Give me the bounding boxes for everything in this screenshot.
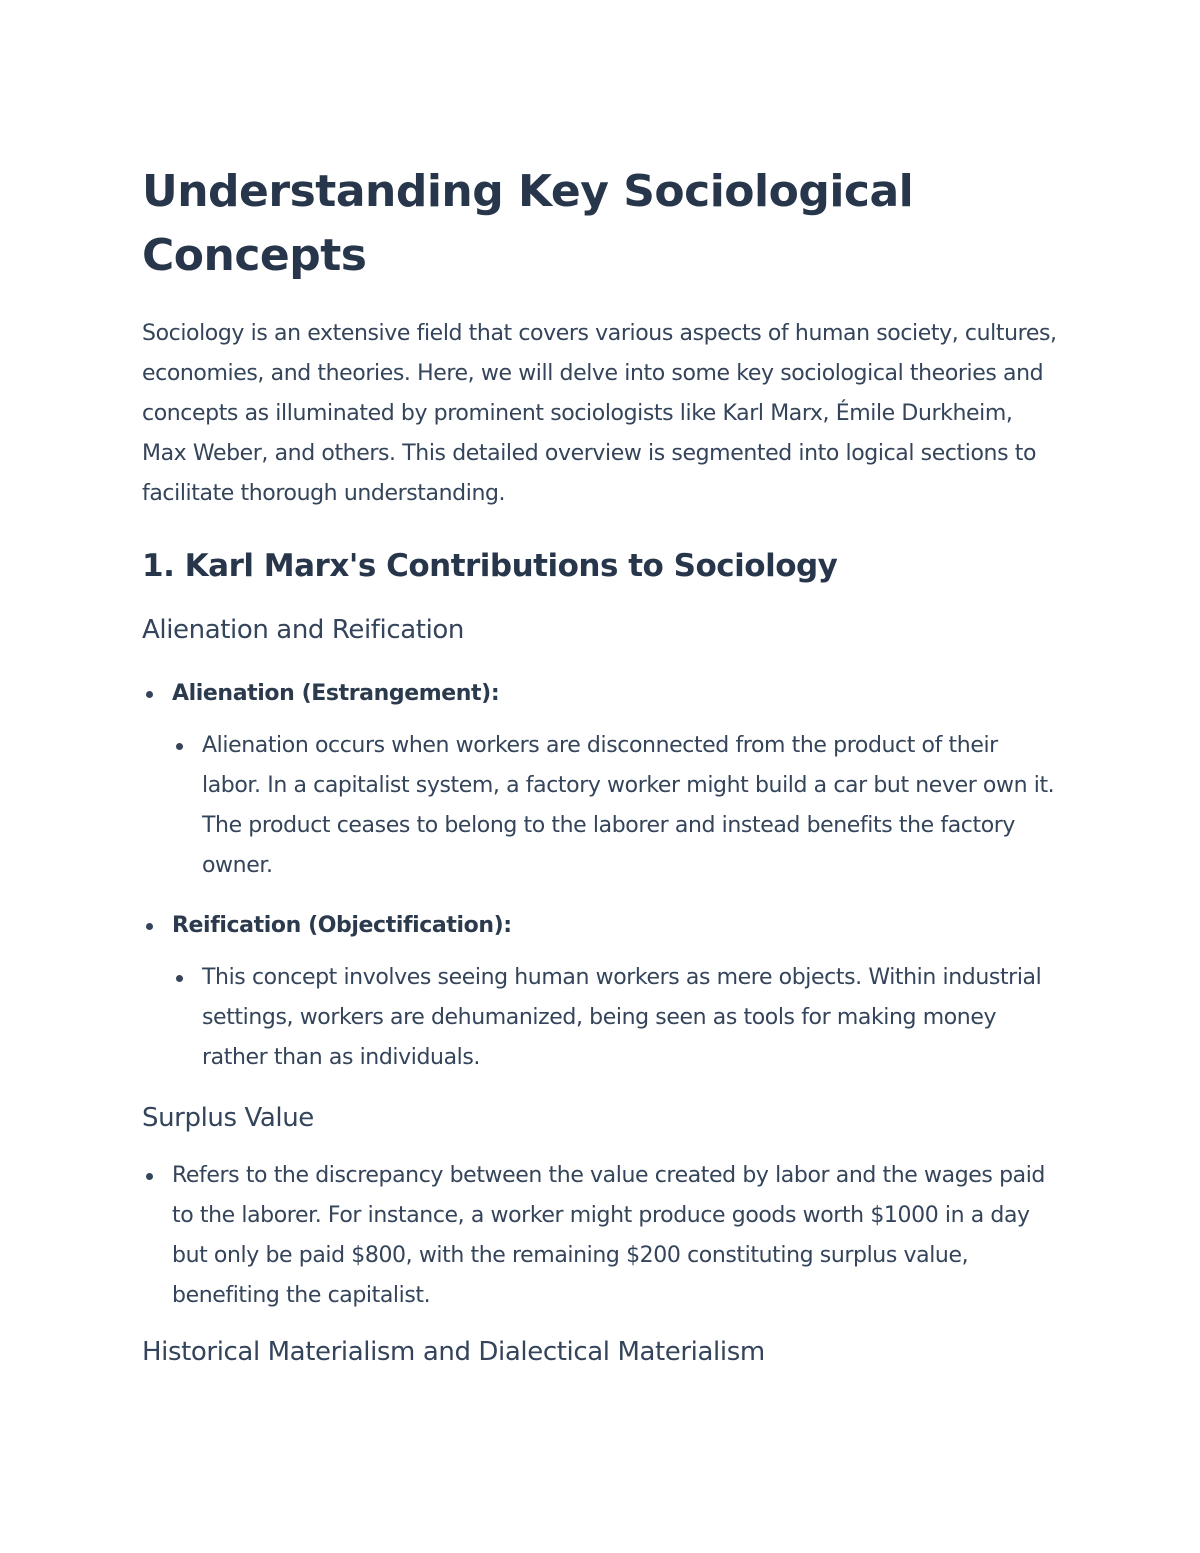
alienation-description: Alienation occurs when workers are disconnected from the product of their labor. In a capitalist system, a factory worker might build a car but never own it. The product ceases to belong to the laborer and instead benefits the factory owner.: [202, 733, 1055, 878]
list-item-alienation: [142, 674, 1060, 714]
surplus-value-description: Refers to the discrepancy between the value created by labor and the wages paid to the laborer. For instance, a worker might produce goods worth $1000 in a day but only be paid $800, with the remaining $200 constituting surplus value, benefiting the capitalist.: [172, 1163, 1045, 1308]
document-title: Understanding Key Sociological Concepts: [142, 166, 914, 281]
subsection-heading-alienation-reification: Alienation and Reification: [142, 615, 465, 645]
surplus-value-list: [142, 1156, 1060, 1316]
section-heading-karl-marx: 1. Karl Marx's Contributions to Sociology: [142, 548, 838, 584]
term-reification: Reification (Objectification):: [172, 913, 512, 938]
subsection-heading-historical-materialism: Historical Materialism and Dialectical Materialism: [142, 1337, 765, 1367]
document-page: [142, 160, 1060, 1372]
list-item-alienation-detail: [172, 726, 1060, 886]
subsection-heading-surplus-value: Surplus Value: [142, 1103, 314, 1133]
alienation-reification-list: [142, 674, 1060, 1078]
list-item-reification: [142, 906, 1060, 946]
list-item-surplus-value: [142, 1156, 1060, 1316]
term-alienation: Alienation (Estrangement):: [172, 681, 500, 706]
reification-description: This concept involves seeing human workers as mere objects. Within industrial settings, workers are dehumanized, being seen as tools for making money rather than as individuals.: [202, 965, 1042, 1070]
intro-paragraph: Sociology is an extensive field that covers various aspects of human society, cultures, economies, and theories. Here, we will delve into some key sociological theories and concepts as illuminated by prominent sociologists like Karl Marx, Émile Durkheim, Max Weber, and others. This detailed overview is segmented into logical sections to facilitate thorough understanding.: [142, 321, 1057, 506]
list-item-reification-detail: [172, 958, 1060, 1078]
